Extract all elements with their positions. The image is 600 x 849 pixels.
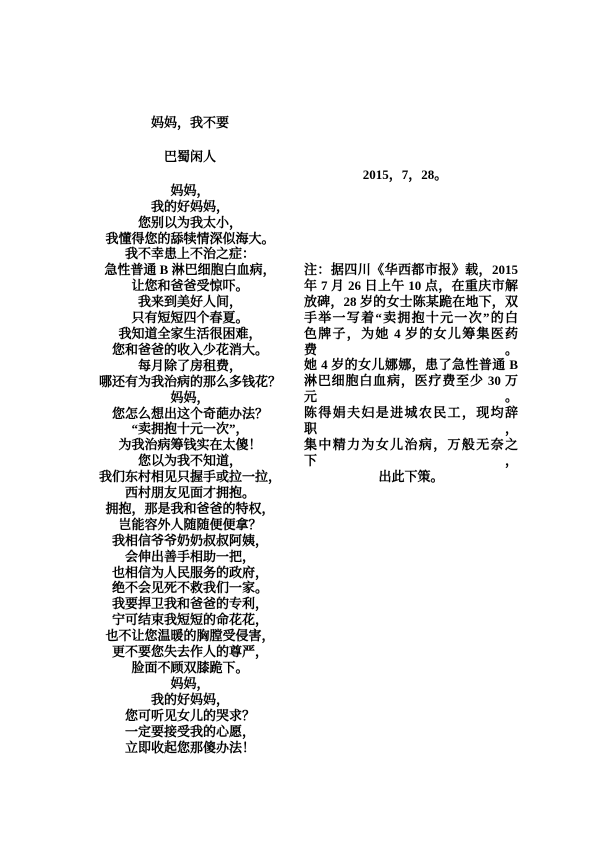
poem-line: 我要捍卫我和爸爸的专利， bbox=[111, 596, 268, 612]
note-line: 淋巴细胞白血病，医疗费至少 30 万元。 bbox=[304, 373, 518, 405]
poem-line: 也相信为人民服务的政府， bbox=[111, 564, 268, 580]
poem-line: 我们东村相见只握手或拉一拉， bbox=[98, 469, 281, 485]
poem-line: 我相信爷爷奶奶叔叔阿姨， bbox=[111, 532, 268, 548]
note-line: 注：据四川《华西都市报》载，2015 bbox=[304, 262, 518, 277]
poem-line: 我懂得您的舔犊情深似海大。 bbox=[105, 230, 275, 246]
note-line: 手举一写着“卖拥抱十元一次”的白 bbox=[304, 309, 518, 325]
poem-line: 让您和爸爸受惊吓。 bbox=[131, 278, 249, 294]
poem-line: 一定要接受我的心愿， bbox=[124, 723, 255, 739]
poem-line: 妈妈， bbox=[170, 675, 210, 691]
poem-line: 您别以为我太小， bbox=[137, 214, 242, 230]
poem-line: 您以为我不知道， bbox=[137, 453, 242, 469]
poem-line: 立即收起您那傻办法！ bbox=[124, 739, 255, 755]
note-line: 年 7 月 26 日上午 10 点，在重庆市解 bbox=[304, 277, 518, 293]
note-line: 她 4 岁的女儿娜娜，患了急性普通 B bbox=[304, 357, 518, 373]
poem-line: 只有短短四个春夏。 bbox=[131, 310, 249, 326]
poem-line: 哪还有为我治病的那么多钱花？ bbox=[98, 373, 281, 389]
poem-line: 更不要您失去作人的尊严， bbox=[111, 644, 268, 660]
poem-line: 您可听见女儿的哭求？ bbox=[124, 707, 255, 723]
poem-body bbox=[40, 183, 340, 756]
poem-line: 您怎么想出这个奇葩办法？ bbox=[111, 405, 268, 421]
poem-line: 为我治病筹钱实在太傻！ bbox=[118, 437, 262, 453]
note-line: 出此下策。 bbox=[378, 468, 444, 484]
poem-line: 妈妈， bbox=[170, 389, 210, 405]
poem-line: 也不让您温暖的胸膛受侵害， bbox=[105, 628, 275, 644]
poem-line: 我的好妈妈， bbox=[150, 198, 229, 214]
poem-line: 岂能容外人随随便便拿？ bbox=[118, 516, 262, 532]
poem-line: 我知道全家生活很困难， bbox=[118, 325, 262, 341]
poem-author: 巴蜀闲人 bbox=[163, 148, 216, 164]
note-block bbox=[304, 262, 518, 485]
poem-line: “卖拥抱十元一次”， bbox=[131, 421, 249, 437]
poem-line: 我来到美好人间， bbox=[137, 294, 242, 310]
poem-line: 我的好妈妈， bbox=[150, 691, 229, 707]
poem-line: 西村朋友见面才拥抱。 bbox=[124, 485, 255, 501]
poem-line: 宁可结束我短短的命花花， bbox=[111, 612, 268, 628]
note-line: 色牌子，为她 4 岁的女儿筹集医药费。 bbox=[304, 325, 518, 357]
poem-line: 拥抱，那是我和爸爸的特权， bbox=[105, 500, 275, 516]
poem-line: 每月除了房租费， bbox=[137, 357, 242, 373]
note-line: 放碑，28 岁的女士陈某跪在地下，双 bbox=[304, 293, 518, 309]
note-line: 陈得娟夫妇是进城农民工，现均辞职， bbox=[304, 405, 518, 437]
note-line: 集中精力为女儿治病，万般无奈之下， bbox=[304, 436, 518, 468]
poem-line: 您和爸爸的收入少花消大。 bbox=[111, 341, 268, 357]
date-line: 2015，7，28。 bbox=[362, 167, 448, 182]
poem-line: 妈妈， bbox=[170, 182, 210, 198]
poem-line: 我不幸患上不治之症： bbox=[124, 246, 255, 262]
poem-line: 脸面不顾双膝跪下。 bbox=[131, 660, 249, 675]
poem-line: 会伸出善手相助一把， bbox=[124, 548, 255, 564]
poem-line: 急性普通 B 淋巴细胞白血病， bbox=[104, 262, 276, 278]
poem-line: 绝不会见死不救我们一家。 bbox=[111, 580, 268, 596]
poem-column bbox=[40, 115, 340, 755]
poem-title: 妈妈，我不要 bbox=[150, 115, 229, 130]
